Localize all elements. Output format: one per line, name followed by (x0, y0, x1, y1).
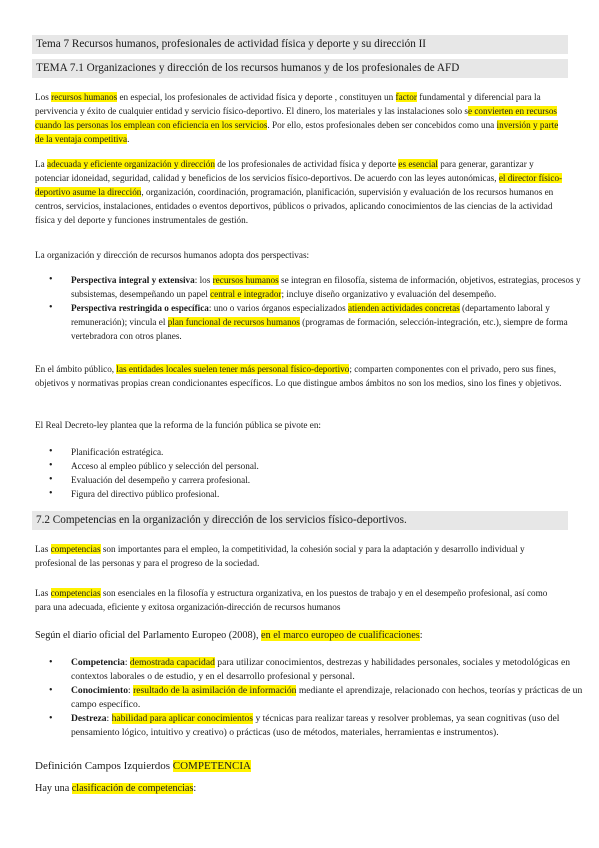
paragraph-two-perspectives: La organización y dirección de recursos humanos adopta dos perspectivas: (35, 250, 310, 260)
list-item: • Planificación estratégica. (71, 445, 599, 459)
list-item-competencia: • Competencia: demostrada capacidad para utilizar conocimientos, destrezas y habilidades personales, sociales y metodológicas en contextos laborales o de estudio, y en el desarrollo profesional y personal. (71, 656, 599, 684)
list-item: • Acceso al empleo público y selección del personal. (71, 459, 599, 473)
perspectives-list (35, 273, 599, 343)
section-header-topic: Tema 7 Recursos humanos, profesionales de actividad física y deporte y su dirección II (32, 35, 568, 54)
paragraph-human-resources: Los recursos humanos en especial, los profesionales de actividad física y deporte , constituyen un factor fundamental y diferencial para la pervivencia y éxito de cualquier entidad y servicio físico-deportivo. El dinero, los materiales y las instalaciones solo se convierten en recursos cuando las personas los emplean con eficiencia en los servicios. Por ello, estos profesionales deben ser concebidos como una inversión y parte de la ventaja competitiva. (35, 92, 559, 144)
paragraph-european-parliament: Según el diario oficial del Parlamento Europeo (2008), en el marco europeo de cualificaciones: (35, 630, 423, 641)
paragraph-royal-decree: El Real Decreto-ley plantea que la reforma de la función pública se pivote en: (35, 420, 321, 430)
paragraph-classification: Hay una clasificación de competencias: (35, 783, 197, 794)
list-item: • Figura del directivo público profesional. (71, 487, 599, 501)
heading-definicion-competencia: Definición Campos Izquierdos COMPETENCIA (35, 760, 252, 772)
list-item-conocimiento: • Conocimiento: resultado de la asimilación de información mediante el aprendizaje, relacionado con hechos, teorías y prácticas de un campo específico. (71, 684, 599, 712)
paragraph-competencies-essential: Las competencias son esenciales en la filosofía y estructura organizativa, en los puestos de trabajo y en el desempeño profesional, así como para una adecuada, eficiente y exitosa organización-dirección de recursos humanos (35, 588, 548, 612)
list-item-destreza: • Destreza: habilidad para aplicar conocimientos y técnicas para realizar tareas y resolver problemas, ya sean cognitivas (uso del pensamiento lógico, intuitivo y creativo) o prácticas (uso de métodos, materiales, herramientas e instrumentos). (71, 712, 599, 740)
list-item: • Evaluación del desempeño y carrera profesional. (71, 473, 599, 487)
section-header-7-2: 7.2 Competencias en la organización y dirección de los servicios físico-deportivos. (32, 511, 568, 530)
paragraph-public-sector: En el ámbito público, las entidades locales suelen tener más personal físico-deportivo; comparten componentes con el privado, pero sus fines, objetivos y normativas propias crean condicionantes específicos. Lo que distingue ambos ámbitos no son los medios, sino los fines y objetivos. (35, 364, 562, 388)
list-item-restringida: • Perspectiva restringida o específica: uno o varios órganos especializados atienden actividades concretas (departamento laboral y remuneración); vincula el plan funcional de recursos humanos (programas de formación, selección-integración, etc.), siempre de forma vertebradora con otros planes. (71, 301, 599, 343)
definitions-list (35, 656, 599, 740)
paragraph-competencies-importance: Las competencias son importantes para el empleo, la competitividad, la cohesión social y para la adaptación y desarrollo individual y profesional de las personas y para el progreso de la sociedad. (35, 544, 525, 568)
paragraph-organization-direction: La adecuada y eficiente organización y dirección de los profesionales de actividad física y deporte es esencial para generar, garantizar y potenciar idoneidad, seguridad, calidad y beneficios de los servicios físico-deportivos. De acuerdo con las leyes autonómicas, el director físico-deportivo asume la dirección, organización, coordinación, programación, planificación, supervisión y evaluación de los recursos humanos en centros, servicios, instalaciones, entidades o eventos deportivos, públicos o privados, aplicando conocimientos de las ciencias de la actividad física y del deporte y funciones instrumentales de gestión. (35, 159, 563, 225)
list-item-integral: • Perspectiva integral y extensiva: los recursos humanos se integran en filosofía, sistema de información, objetivos, estrategias, procesos y subsistemas, desempeñando un papel central e integrador; incluye diseño organizativo y evaluación del desempeño. (71, 273, 599, 301)
reform-list (35, 445, 599, 501)
section-header-7-1: TEMA 7.1 Organizaciones y dirección de los recursos humanos y de los profesionales de AFD (32, 59, 568, 78)
